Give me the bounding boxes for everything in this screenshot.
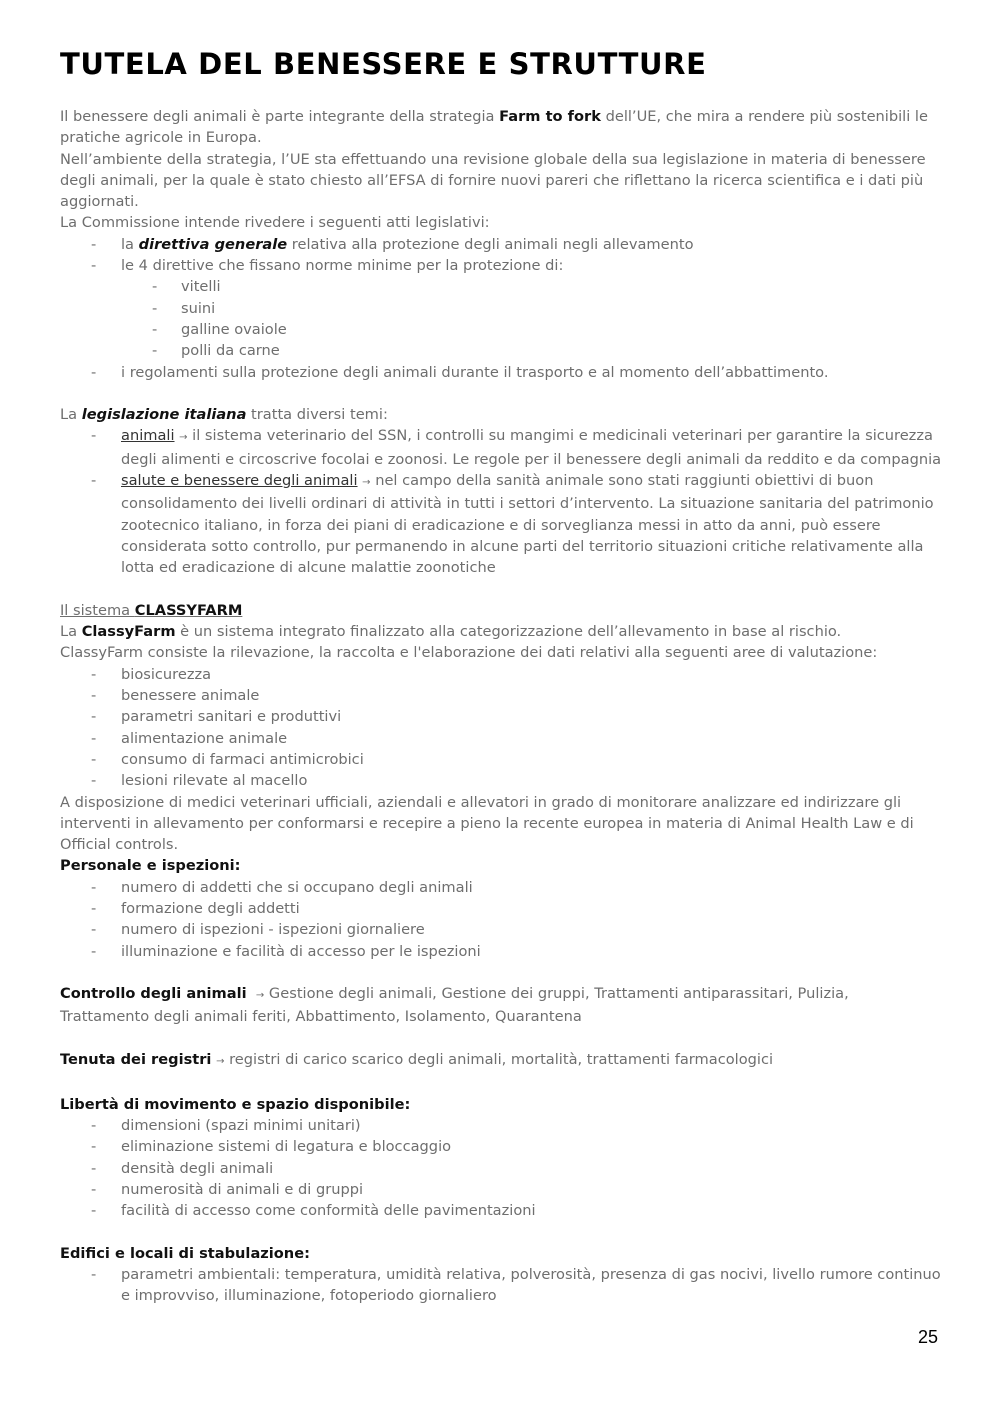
page-number: 25 (917, 1327, 938, 1347)
liberta-list (60, 1115, 942, 1221)
list-item: - parametri ambientali: temperatura, umidità relativa, polverosità, presenza di gas nocivi, livello rumore continuo e improvviso, illuminazione, fotoperiodo giornaliero (60, 1264, 942, 1307)
text-span: Gestione degli animali, Gestione dei gruppi, Trattamenti antiparassitari, Pulizia, Trattamento degli animali feriti, Abbattimento, Isolamento, Quarantena (60, 985, 849, 1026)
underlined-term: animali (121, 427, 175, 445)
list-item (60, 425, 942, 470)
bold-term: CLASSYFARM (134, 601, 243, 619)
list-item: - illuminazione e facilità di accesso per le ispezioni (60, 941, 942, 962)
list-item: - formazione degli addetti (60, 898, 942, 919)
intro-paragraph-2: Nell’ambiente della strategia, l’UE sta effettuando una revisione globale della sua legislazione in materia di benessere degli animali, per la quale è stato chiesto all’EFSA di fornire nuovi pareri che riflettano la ricerca scientifica e i dati più aggiornati. (60, 150, 926, 211)
liberta-heading: Libertà di movimento e spazio disponibile: (60, 1095, 411, 1113)
aree-valutazione-list (60, 664, 942, 792)
spacer (60, 1072, 942, 1093)
bold-italic-term: legislazione italiana (81, 406, 247, 424)
controllo-paragraph (60, 983, 942, 1028)
spacer (60, 1221, 942, 1242)
text-span: tratta diversi temi: (246, 406, 388, 424)
list-item: - alimentazione animale (60, 728, 942, 749)
arrow-icon: → (362, 477, 371, 489)
sublist-item: - vitelli (60, 276, 942, 297)
list-item: - numerosità di animali e di gruppi (60, 1179, 942, 1200)
atti-list (60, 234, 942, 277)
text-span: nel campo della sanità animale sono stati raggiunti obiettivi di buon consolidamento dei livelli ordinari di attività in tutti i settori d’intervento. La situazione sanitaria del patrimonio zootecnico italiano, in forza dei piani di eradicazione e di sorveglianza messi in atto da anni, può essere considerata sotto controllo, pur permanendo in alcune parti del territorio situazioni critiche relativamente alla lotta ed eradicazione di alcune malattie zoonotiche (121, 472, 934, 577)
text-span: la (121, 235, 139, 253)
intro-paragraph-1 (60, 106, 942, 149)
classyfarm-heading (60, 600, 942, 621)
legislazione-intro (60, 404, 942, 425)
list-item: - consumo di farmaci antimicrobici (60, 749, 942, 770)
bold-term: Tenuta dei registri (60, 1051, 212, 1069)
bold-term: ClassyFarm (81, 623, 176, 641)
legislazione-list (60, 425, 942, 578)
spacer (60, 1028, 942, 1049)
text-span: Il benessere degli animali è parte integrante della strategia (60, 108, 500, 125)
classyfarm-paragraph-2: ClassyFarm consiste la rilevazione, la raccolta e l'elaborazione dei dati relativi alla seguenti aree di valutazione: (60, 644, 878, 662)
edifici-list (60, 1264, 942, 1307)
list-item (60, 234, 942, 255)
list-item: - numero di ispezioni - ispezioni giornaliere (60, 919, 942, 940)
text-span: il sistema veterinario del SSN, i controlli su mangimi e medicinali veterinari per garantire la sicurezza degli alimenti e circoscrive focolai e zoonosi. Le regole per il benessere degli animali da reddito e da compagnia (121, 427, 942, 468)
page-title: TUTELA DEL BENESSERE E STRUTTURE (60, 47, 707, 81)
spacer (60, 383, 942, 404)
text-span: La (60, 406, 82, 424)
list-item: - eliminazione sistemi di legatura e bloccaggio (60, 1136, 942, 1157)
list-item: - numero di addetti che si occupano degli animali (60, 877, 942, 898)
list-item: - biosicurezza (60, 664, 942, 685)
underlined-term: salute e benessere degli animali (121, 472, 358, 490)
arrow-icon: → (255, 990, 265, 1002)
registri-paragraph (60, 1049, 942, 1072)
bold-term: Farm to fork (499, 108, 601, 125)
intro-paragraph-3: La Commissione intende rivedere i seguenti atti legislativi: (60, 214, 490, 232)
text-span: relativa alla protezione degli animali negli allevamento (287, 235, 694, 253)
list-item: - densità degli animali (60, 1158, 942, 1179)
sublist-item: - polli da carne (60, 340, 942, 361)
list-item: - benessere animale (60, 685, 942, 706)
text-span: è un sistema integrato finalizzato alla categorizzazione dell’allevamento in base al rischio. (175, 623, 842, 641)
classyfarm-paragraph-3: A disposizione di medici veterinari ufficiali, aziendali e allevatori in grado di monitorare analizzare ed indirizzare gli interventi in allevamento per conformarsi e recepire a pieno la recente europea in materia di Animal Health Law e di Official controls. (60, 793, 914, 854)
list-item: - le 4 direttive che fissano norme minime per la protezione di: (60, 255, 942, 276)
list-item (60, 470, 942, 578)
personale-heading: Personale e ispezioni: (60, 857, 241, 875)
arrow-icon: → (216, 1056, 225, 1068)
personale-list (60, 877, 942, 962)
text-span: La (60, 623, 82, 641)
spacer (60, 962, 942, 983)
sublist-item: - galline ovaiole (60, 319, 942, 340)
text-span: Il sistema (60, 601, 135, 619)
list-item: - lesioni rilevate al macello (60, 770, 942, 791)
list-item: - facilità di accesso come conformità delle pavimentazioni (60, 1200, 942, 1221)
arrow-icon: → (179, 432, 188, 444)
text-span: dell’UE, che mira a rendere più sostenibili le pratiche agricole in Europa. (60, 108, 928, 147)
text-span: registri di carico scarico degli animali, mortalità, trattamenti farmacologici (224, 1051, 774, 1069)
classyfarm-paragraph-1 (60, 621, 942, 642)
direttive-sublist (60, 276, 942, 361)
bold-italic-term: direttiva generale (138, 235, 288, 253)
bold-term: Controllo degli animali (60, 985, 247, 1003)
edifici-heading: Edifici e locali di stabulazione: (60, 1244, 310, 1262)
list-item: - dimensioni (spazi minimi unitari) (60, 1115, 942, 1136)
atti-list-continued (60, 362, 942, 383)
sublist-item: - suini (60, 298, 942, 319)
list-item: - parametri sanitari e produttivi (60, 706, 942, 727)
spacer (60, 579, 942, 600)
page-content (60, 106, 942, 1307)
list-item: - i regolamenti sulla protezione degli animali durante il trasporto e al momento dell’abbattimento. (60, 362, 942, 383)
